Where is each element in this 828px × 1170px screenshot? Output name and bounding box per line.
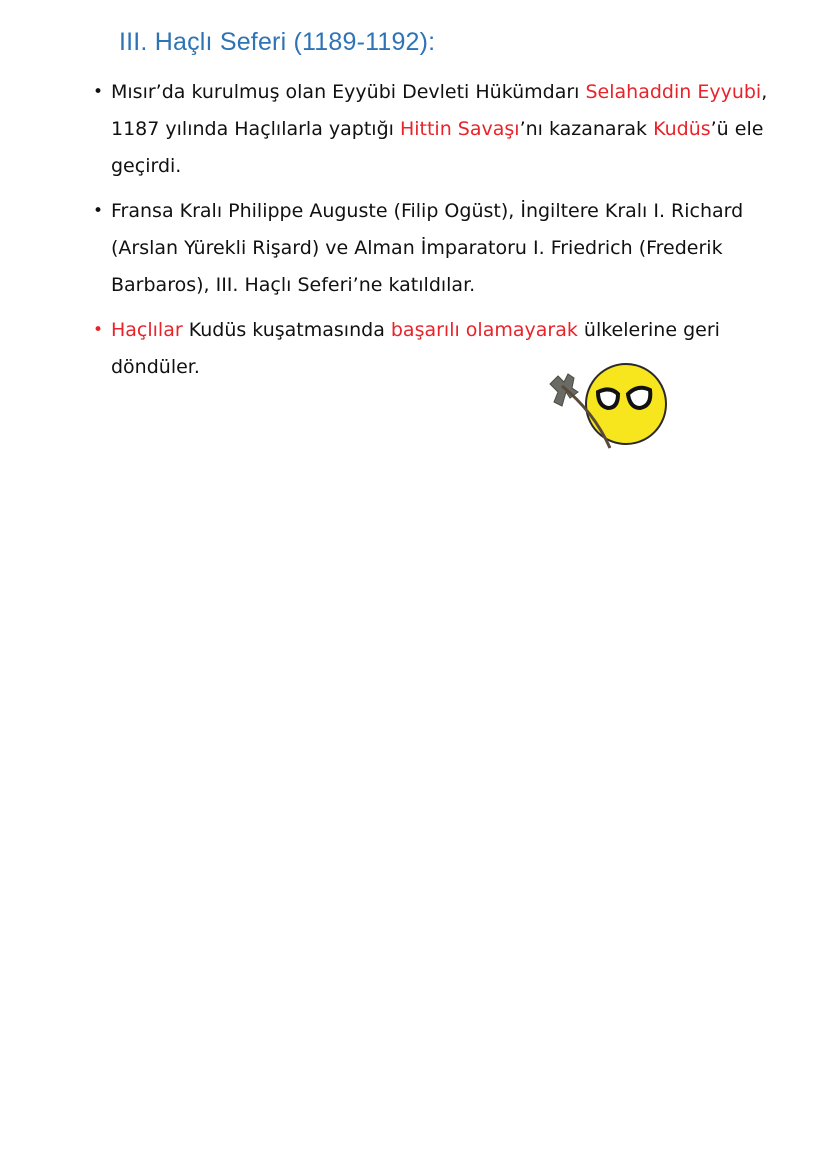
bullet-marker: • [93,201,104,221]
bullet-text: Fransa Kralı Philippe Auguste (Filip Ogüst), İngiltere Kralı I. Richard (Arslan Yürekli Rişard) ve Alman İmparatoru I. Friedrich (Frederik Barbaros), III. Haçlı Seferi’ne katıldılar. [111,200,744,296]
bullet-text: ’ü ele geçirdi. [111,118,764,177]
bullet-list [92,74,792,394]
highlight-selahaddin-eyyubi: Selahaddin Eyyubi [585,81,762,103]
highlight-basarili-olamayarak: başarılı olamayarak [390,319,578,341]
bullet-item-participants [92,193,792,304]
bullet-item-eyyubi [92,74,792,185]
angry-countryball-with-axe-icon [544,362,676,450]
bullet-text: ülkelerine geri döndüler. [111,319,720,378]
highlight-haclilar: Haçlılar [111,319,183,341]
bullet-marker: • [93,320,104,340]
highlight-hittin-savasi: Hittin Savaşı [399,118,520,140]
bullet-item-outcome [92,312,792,386]
bullet-text: Mısır’da kurulmuş olan Eyyübi Devleti Hükümdarı [111,81,586,103]
bullet-text: , 1187 yılında Haçlılarla yaptığı [111,81,768,140]
bullet-marker: • [93,82,104,102]
bullet-text: Kudüs kuşatmasında [182,319,391,341]
highlight-kudus: Kudüs [653,118,711,140]
bullet-text: ’nı kazanarak [519,118,654,140]
section-title: III. Haçlı Seferi (1189-1192): [119,28,436,56]
